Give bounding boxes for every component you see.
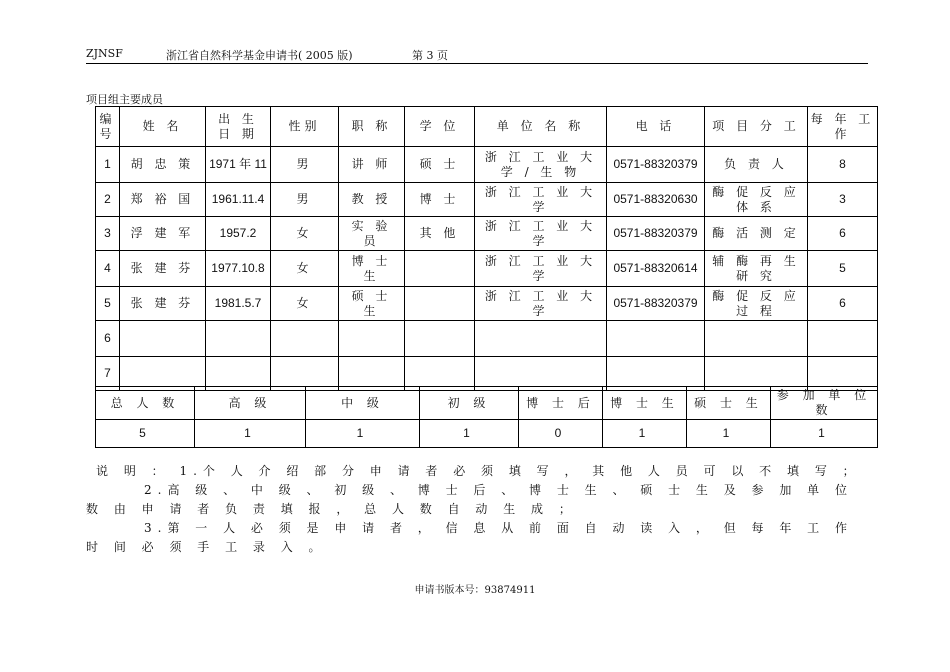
member-gender: 女	[271, 217, 339, 251]
member-degree: 硕 士	[405, 147, 475, 183]
notes	[86, 462, 868, 557]
member-birthdate: 1971 年 11	[206, 147, 271, 183]
version-footer: 申请书版本号：93874911	[414, 585, 536, 596]
members-header-cell: 编号	[96, 107, 120, 147]
summary-value-cell: 0	[519, 420, 603, 448]
member-unit	[475, 321, 607, 357]
summary-value-cell: 1	[420, 420, 519, 448]
members-header-cell: 职 称	[339, 107, 405, 147]
member-name	[120, 321, 206, 357]
member-phone	[607, 321, 705, 357]
member-gender: 女	[271, 251, 339, 287]
member-degree: 博 士	[405, 183, 475, 217]
members-table	[95, 106, 878, 391]
member-title: 博 士 生	[339, 251, 405, 287]
members-header-cell: 性别	[271, 107, 339, 147]
member-unit: 浙 江 工 业 大 学	[475, 217, 607, 251]
member-unit: 浙 江 工 业 大 学	[475, 287, 607, 321]
page-header	[86, 45, 868, 64]
table-row	[96, 321, 878, 357]
members-header-cell: 单 位 名 称	[475, 107, 607, 147]
member-name: 郑 裕 国	[120, 183, 206, 217]
page-number: 第 3 页	[412, 49, 448, 62]
member-gender: 男	[271, 183, 339, 217]
member-months: 6	[808, 217, 878, 251]
summary-header-cell: 总 人 数	[96, 387, 195, 420]
member-role	[705, 321, 808, 357]
member-unit: 浙 江 工 业 大 学	[475, 183, 607, 217]
summary-header-cell: 高 级	[195, 387, 306, 420]
member-birthdate: 1981.5.7	[206, 287, 271, 321]
member-unit: 浙 江 工 业 大 学	[475, 251, 607, 287]
member-name: 浮 建 军	[120, 217, 206, 251]
summary-value-cell: 1	[687, 420, 771, 448]
member-birthdate: 1957.2	[206, 217, 271, 251]
members-header-cell: 项 目 分 工	[705, 107, 808, 147]
member-title	[339, 321, 405, 357]
members-header-row	[96, 107, 878, 147]
summary-table	[95, 386, 878, 448]
member-birthdate: 1977.10.8	[206, 251, 271, 287]
summary-value-cell: 1	[771, 420, 878, 448]
member-id: 1	[96, 147, 120, 183]
member-title: 硕 士 生	[339, 287, 405, 321]
member-months: 8	[808, 147, 878, 183]
member-role: 酶 促 反 应 体 系	[705, 183, 808, 217]
member-title: 教 授	[339, 183, 405, 217]
member-id: 5	[96, 287, 120, 321]
member-unit: 浙 江 工 业 大 学 / 生 物	[475, 147, 607, 183]
member-phone: 0571-88320379	[607, 147, 705, 183]
note-line-1: 说 明 ： 1.个 人 介 绍 部 分 申 请 者 必 须 填 写 ， 其 他 人 员 可 以 不 填 写 ；	[96, 464, 861, 478]
member-phone: 0571-88320379	[607, 217, 705, 251]
member-degree	[405, 321, 475, 357]
summary-value-cell: 1	[195, 420, 306, 448]
members-header-cell: 姓 名	[120, 107, 206, 147]
summary-values-row	[96, 420, 878, 448]
summary-header-cell: 参 加 单 位 数	[771, 387, 878, 420]
member-id: 6	[96, 321, 120, 357]
member-months: 6	[808, 287, 878, 321]
table-row	[96, 147, 878, 183]
member-id: 4	[96, 251, 120, 287]
member-degree	[405, 287, 475, 321]
member-phone: 0571-88320614	[607, 251, 705, 287]
note-line-3: 3.第 一 人 必 须 是 申 请 者 ， 信 息 从 前 面 自 动 读 入 ， 但 每 年 工 作 时 间 必 须 手 工 录 入 。	[86, 521, 853, 554]
table-row	[96, 183, 878, 217]
summary-value-cell: 1	[603, 420, 687, 448]
member-months: 3	[808, 183, 878, 217]
summary-header-cell: 博 士 后	[519, 387, 603, 420]
member-id: 7	[96, 357, 120, 391]
member-role: 负 责 人	[705, 147, 808, 183]
members-header-cell: 学 位	[405, 107, 475, 147]
member-title: 实 验 员	[339, 217, 405, 251]
summary-header-cell: 中 级	[306, 387, 420, 420]
member-name: 胡 忠 策	[120, 147, 206, 183]
member-id: 3	[96, 217, 120, 251]
table-row	[96, 217, 878, 251]
section-title: 项目组主要成员	[86, 93, 163, 106]
table-row	[96, 287, 878, 321]
form-code: ZJNSF	[86, 47, 123, 60]
member-gender	[271, 321, 339, 357]
form-title: 浙江省自然科学基金申请书( 2005 版)	[166, 49, 353, 62]
member-months: 5	[808, 251, 878, 287]
member-degree	[405, 251, 475, 287]
member-gender: 男	[271, 147, 339, 183]
members-header-cell: 电 话	[607, 107, 705, 147]
table-row	[96, 251, 878, 287]
member-role: 酶 活 测 定	[705, 217, 808, 251]
member-phone: 0571-88320630	[607, 183, 705, 217]
member-degree: 其 他	[405, 217, 475, 251]
member-id: 2	[96, 183, 120, 217]
members-header-cell: 出 生 日 期	[206, 107, 271, 147]
note-line-2: 2.高 级 、 中 级 、 初 级 、 博 士 后 、 博 士 生 、 硕 士 生 及 参 加 单 位 数 由 申 请 者 负 责 填 报 ， 总 人 数 自 动 生 成 ；	[86, 483, 853, 516]
members-header-cell: 每 年 工 作	[808, 107, 878, 147]
summary-header-cell: 博 士 生	[603, 387, 687, 420]
summary-value-cell: 1	[306, 420, 420, 448]
member-months	[808, 321, 878, 357]
member-role: 辅 酶 再 生 研 究	[705, 251, 808, 287]
summary-header-cell: 初 级	[420, 387, 519, 420]
member-title: 讲 师	[339, 147, 405, 183]
member-name: 张 建 芬	[120, 287, 206, 321]
member-name: 张 建 芬	[120, 251, 206, 287]
summary-header-row	[96, 387, 878, 420]
member-role: 酶 促 反 应 过 程	[705, 287, 808, 321]
summary-value-cell: 5	[96, 420, 195, 448]
member-birthdate: 1961.11.4	[206, 183, 271, 217]
member-phone: 0571-88320379	[607, 287, 705, 321]
member-birthdate	[206, 321, 271, 357]
summary-header-cell: 硕 士 生	[687, 387, 771, 420]
member-gender: 女	[271, 287, 339, 321]
